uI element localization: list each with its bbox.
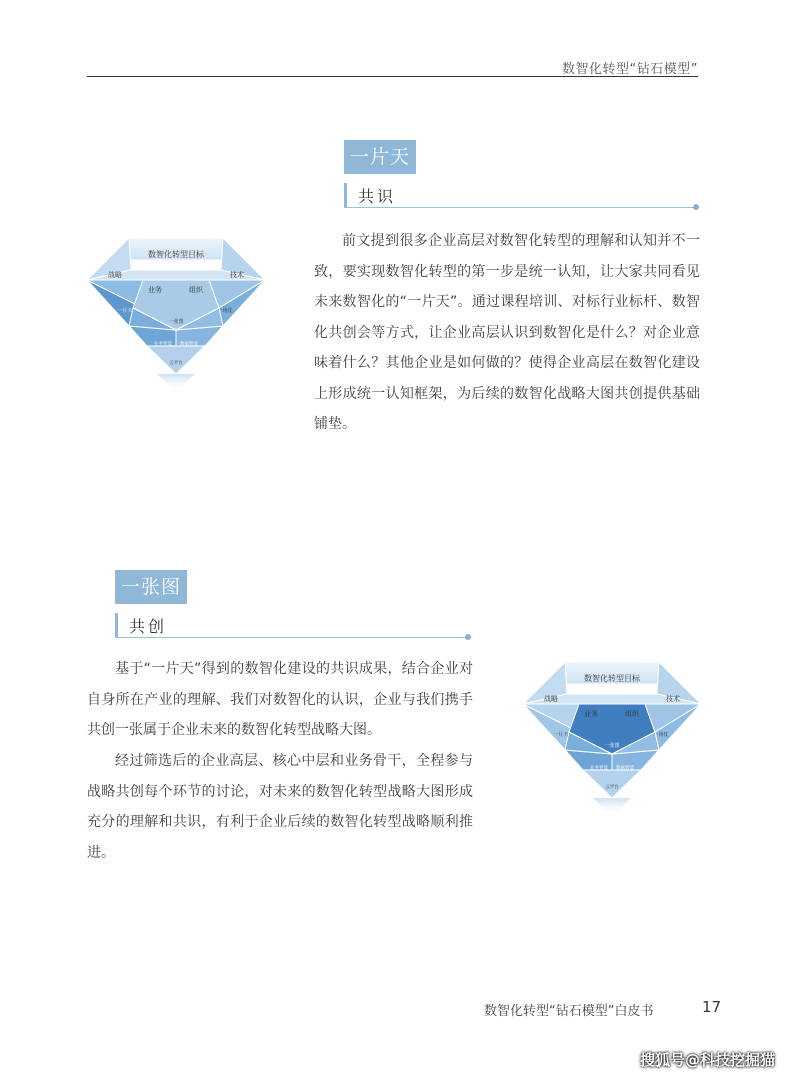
section2-subtitle-row <box>115 613 471 639</box>
section2-paragraph-2: 经过筛选后的企业高层、核心中层和业务骨干，全程参与战略共创每个环节的讨论，对未来的数智化转型战略大图形成充分的理解和共识，有利于企业后续的数智化转型战略顺利推进。 <box>87 753 473 861</box>
section1-subtitle-row <box>344 183 698 209</box>
subtitle-underline <box>115 637 467 638</box>
diamond-lower-right-label: 数据智能 <box>616 766 634 771</box>
diamond-lower-left-label: 业务智能 <box>154 342 172 347</box>
diamond-mid-right-label: 组织 <box>189 286 203 294</box>
diamond-facet-right-label: 一场仗 <box>653 732 669 738</box>
diamond-model-1 <box>85 234 267 392</box>
diamond-facet-left-label: 一片天 <box>117 308 133 314</box>
section1-subtitle: 共识 <box>358 187 397 206</box>
diamond-tip <box>147 346 205 374</box>
subtitle-dot <box>465 634 471 640</box>
diamond-lower-right-label: 数据智能 <box>180 342 198 347</box>
page-number: 17 <box>702 998 722 1016</box>
section2-paragraph-1: 基于“一片天”得到的数智化建设的共识成果，结合企业对自身所在产业的理解、我们对数智化的认识，企业与我们携手共创一张属于企业未来的数智化转型战略大图。 <box>87 661 473 738</box>
header-title: 数智化转型“钻石模型” <box>562 62 698 77</box>
diamond-left-label: 战略 <box>544 695 558 703</box>
diamond-lower-left-label: 业务智能 <box>590 766 608 771</box>
header-rule <box>87 76 698 77</box>
diamond-right-label: 技术 <box>666 695 680 703</box>
footer-title: 数智化转型“钻石模型”白皮书 <box>484 1004 654 1019</box>
section1-paragraph: 前文提到很多企业高层对数智化转型的理解和认知并不一致，要实现数智化转型的第一步是统一认知，让大家共同看见未来数智化的“一片天”。通过课程培训、对标行业标杆、数智化共创会等方式，让企业高层认识到数智化是什么？对企业意味着什么？其他企业是如何做的？使得企业高层在数智化建设上形成统一认知框架，为后续的数智化战略大图共创提供基础铺垫。 <box>314 233 700 432</box>
diamond-center-label: 一张图 <box>168 319 184 325</box>
diamond-mid-left-label: 业务 <box>584 710 598 718</box>
diamond-facet-left-label: 一片天 <box>553 732 569 738</box>
diamond-mid-left-label: 业务 <box>148 286 162 294</box>
diamond-model-2 <box>521 658 703 816</box>
diamond-bottom-label: 云平台 <box>605 785 619 790</box>
diamond-facet-right-label: 一场仗 <box>217 308 233 314</box>
diamond-top-label: 数智化转型目标 <box>148 250 204 259</box>
diamond-reflection <box>593 798 631 816</box>
section1-title: 一片天 <box>344 140 416 174</box>
diamond-tip <box>583 770 641 798</box>
watermark: 搜狐号@科技挖掘猫 <box>640 1051 776 1069</box>
diamond-right-label: 技术 <box>230 271 244 279</box>
subtitle-underline <box>344 207 694 208</box>
diamond-center-label: 一张图 <box>604 743 620 749</box>
section2-title: 一张图 <box>115 570 187 604</box>
subtitle-bar <box>115 613 118 637</box>
diamond-mid-right-label: 组织 <box>625 710 639 718</box>
diamond-reflection <box>157 374 195 392</box>
diamond-bottom-label: 云平台 <box>169 361 183 366</box>
section2-subtitle: 共创 <box>129 617 168 636</box>
subtitle-dot <box>693 204 699 210</box>
diamond-top-label: 数智化转型目标 <box>584 674 640 683</box>
diamond-left-label: 战略 <box>108 271 122 279</box>
subtitle-bar <box>344 183 347 207</box>
